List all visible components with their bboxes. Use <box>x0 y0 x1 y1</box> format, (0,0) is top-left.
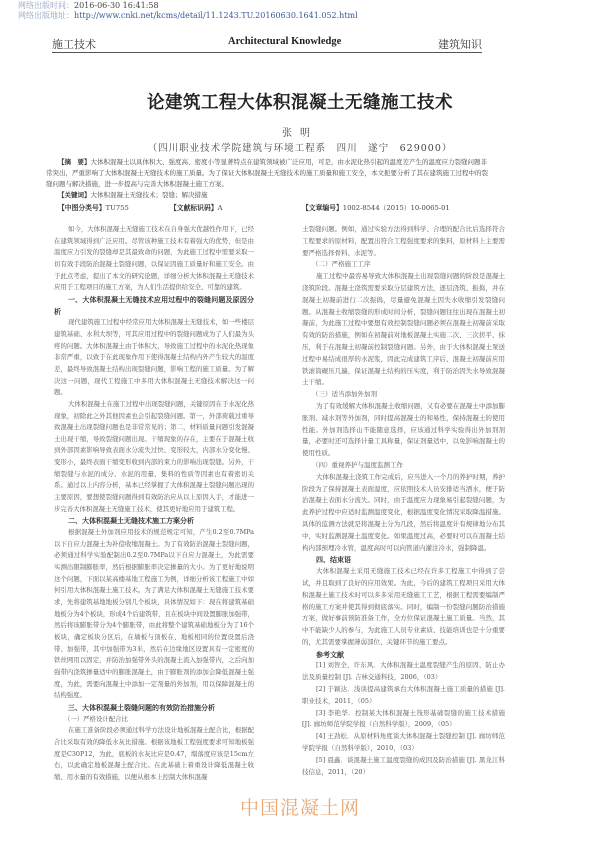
publish-time-label: 网络出版时间： <box>18 1 74 10</box>
paragraph: 大体积混凝土在施工过程中出现裂缝问题，关键原因在于水泥化热现象，初除此之外其他因素也会引起裂缝问题。第一，外部荷载过重导致混凝土出现裂缝问题也是非常常见的；第二，材料质量问题引发混凝土出现干缩，导致裂缝问题出现。干缩现象的存在，主要在于混凝土收到外部因素影响导致表面水分流失过快、变形较大，内部水分变化慢、变形小，最终表面干缩变形收到内部的束力的影响出现裂缝。另外，干缩裂缝与水泥的成分、水泥的用量、集料的性质等因素也有着密切关系。通过以上内容分析，基本已经掌握了大体积混凝土裂缝问题出现的主要原因，要想使裂缝问题得到有效防治应从以上原因入手，才能进一步完善大体积混凝土无缝施工技术，使其更好地应用于建筑工程。 <box>54 399 254 513</box>
section-heading: 二、大体积混凝土无缝技术施工方案分析 <box>68 516 194 526</box>
article-number <box>302 202 450 212</box>
subsection-heading: （四）重视养护与温度监测工作 <box>312 460 403 469</box>
paragraph: 根据混凝土外加剂应用技术的规范规定可知，产生0.2至0.7MPa以下自应力混凝土为补偿收缩混凝土。为了有效防治混凝土裂缝问题，必须通过科学实验配制出0.2至0.7MPa以下自应力混凝土，为此需要实测出限制膨胀率，然后根据膨胀率决定掺量的大小。为了更好地说明这个问题，下面以某高楼基地工程施工为例，详细分析该工程施工中如何引用大体积混凝土施工技术。为了满足大体积混凝土无缝施工技术要求，先将建筑基地地板分别几个板块，具体情况如下：现在将建筑基础地板分为4个板块，形成4个后建筑带，且在板块中间设置膨胀加强带，然后将该膨胀带分为4个膨胀带，由此将整个建筑基础地板分为了16个板块，确定板块分区后，在墙板与顶板在、地板相同的位置设置后浇带、加强带，其中加强带为3米，然后在边缘地区设置具有一定密度的铁丝网用以固定，并防治加强带外头的混凝土流入加强带内，之后向加强带内浇筑掺量适中的膨胀混凝土，由于膨胀剂的添加会降低混凝土强度，为此，需要向混凝土中添加一定剂量的外加剂，用以保障混凝土的结构强度。 <box>54 528 254 700</box>
clc-value: TU755 <box>105 204 129 212</box>
subsection-heading: （一）严格设计配合比 <box>64 714 128 723</box>
reference-item: [5] 晨鑫．谈混凝土施工温度裂缝的成因及防治措施 [J]. 黑龙江科技信息，2011，（20） <box>302 755 505 776</box>
paragraph: 施工过程中最容易导致大体积混凝土出现裂缝问题的阶段是混凝土浇筑阶段。混凝土浇筑需要采取分层建筑方法，逐层浇筑、振捣，并在混凝土初凝前进行二次振捣，尽量避免混凝土因失水收缩引发裂缝问题。从混凝土收缩裂缝的形成时间分析，裂缝问题往往出现在混凝土初凝前，为此施工过程中要想有效控制裂缝问题必须在混凝土初凝前采取有效的防治措施，例如在初凝前对地板混凝土实施二次、三次搓平、抹压，利于在混凝土初凝前控制裂缝问题。另外，由于大体积混凝土泵送过程中易结成很厚的水泥浆，因此完成建筑工序后、混凝土初凝前应用铁滚筒碾压几遍，保证混凝土结构的压实度，利于防治因失水导致混凝土干缩。 <box>302 272 505 387</box>
abstract <box>46 157 488 190</box>
clc-number <box>58 202 129 212</box>
section-heading: 三、大体积混凝土裂缝问题的有效防治措施分析 <box>68 702 215 712</box>
subsection-heading: （二）严格施工工序 <box>312 260 371 269</box>
doc-code-label: 【文献标识码】 <box>170 204 218 212</box>
paragraph: 为了有效缓解大体积混凝土收缩问题，又有必要在混凝土中添加膨胀剂、减水剂等外加剂，同时提高混凝土的和易性，保持混凝土的使用性能。外加剂选择山不能随意选择，应该通过科学实验得出外加剂剂量，必要时还可选择计量工具称量，保证剂量适中，以免影响混凝土的使用性质。 <box>302 401 505 458</box>
paragraph: 大体积混凝土浇筑工作完成后，应当进入一个月的养护时期，养护阶段为了保持混凝土表面湿度，应依照技术人员安排适当洒水，便于防治混凝土表面水分流失。同时，由于温度应力现象易引起裂缝问题，为此养护过程中应适时监测温度变化，根据温度变化情况采取降温措施。具体的监测方法就是将混凝土分为几段，然后将温度计有规律地分布其中，实时监测混凝土温度变化。如果温度过高，必要时可以在混凝土结构内部预埋冷水管，温度高时可以向管道内灌注冷水，强制降温。 <box>302 472 505 552</box>
paragraph: 如今，大体积混凝土无缝施工技术在自身强大优越性作用下，已经在建筑领域得到广泛应用。尽管该种施工技术有着强大的优势，但是由温度应力引发的裂缝却是其最致命的问题，为此施工过程中需要采取一切有效手段防治混凝土裂缝问题，以保证因施工质量好和施工安全。由于此点考虑，提出了本文的研究论题，详细分析大体积混凝土无缝技术应用于工程项目的施工方案，为人们生活提供给安全、可靠的建筑。 <box>54 225 254 292</box>
article-no-value: 1002-8544（2015）10-0065-01 <box>342 204 450 212</box>
author-affiliation: （四川职业技术学院建筑与环境工程系 四川 遂宁 629000） <box>147 143 453 154</box>
reference-item: [3] 李艳华．控制某大体积混凝土筏形基础裂缝的施工技术措施 [J]. 廊坊师范学院学报（自然科学版），2009，（05） <box>302 708 505 729</box>
doc-code-value: A <box>217 204 223 212</box>
body-column-left <box>54 224 254 784</box>
abstract-label: 【摘 要】 <box>58 158 91 166</box>
paragraph: 在施工准备阶段必须通过科学方法设计地板混凝土配合比，根据配合比采取有效的降低水灰比措施。根据该地板工程强度要求可知地板强度是C30P12，为此，底板的水灰比应是0.47，塌落度应该是15cm左右，以此确定地板混凝土配合比。在此基础上着重设计降低混凝土收缩、用水量的有效措施，以便从根本上控制大体积混凝 <box>54 726 254 781</box>
publish-url-link[interactable]: http://www.cnki.net/kcms/detail/11.1243.TU.20160630.1641.052.html <box>74 11 358 20</box>
subsection-heading: （三）适当添加外加剂 <box>312 390 377 399</box>
journal-header <box>52 36 482 53</box>
reference-item: [2] 于颖达．浅谈提高建筑承台大体积混凝土施工质量的措施 [J]. 职业技术，2011，（05） <box>302 685 505 705</box>
article-no-label: 【文章编号】 <box>302 204 343 212</box>
body-column-right <box>302 224 505 778</box>
publish-url-label: 网络出版地址： <box>18 11 74 20</box>
journal-name-cn: 建筑知识 <box>438 38 482 51</box>
publish-time-line <box>18 1 159 11</box>
article-author: 张明 <box>282 128 318 139</box>
clc-label: 【中图分类号】 <box>58 204 106 212</box>
section-heading: 参考文献 <box>316 649 344 659</box>
article-title: 论建筑工程大体积混凝土无缝施工技术 <box>147 93 453 113</box>
section-heading: 一、大体积混凝土无缝技术应用过程中的裂缝问题及原因分析 <box>54 294 254 316</box>
keywords-text: 大体积混凝土无缝技术；裂缝；解决措施 <box>90 191 208 199</box>
reference-item: [4] 王劲松．从原材料角度谈大体积混凝土裂缝控制 [J]. 廊坊师范学院学报（自然科学版），2010，（03） <box>302 732 505 753</box>
keywords <box>58 190 208 199</box>
abstract-text: 大体积混凝土以具体积大、强度高、密度小等显著特点在建筑领域被广泛应用，可是，由水泥化热引起的温度差产生的温度应力裂缝问题非常突出，严重影响了大体积混凝土无缝技术的施工质量。为了保证大体积混凝土无缝技术的施工质量和施工安全，本文扼要分析了其在建筑施工过程中的裂缝问题与解决措施，进一步提高与完善大体积混凝土施工方案。 <box>46 158 488 188</box>
keywords-label: 【关键词】 <box>58 191 91 199</box>
publish-time: 2016-06-30 16:41:58 <box>74 1 159 10</box>
section-name: 施工技术 <box>52 38 96 51</box>
document-code <box>170 202 223 212</box>
watermark-logo: 中国混凝土网 <box>239 797 360 819</box>
section-heading: 四、结束语 <box>316 555 351 565</box>
journal-name-en: Architectural Knowledge <box>228 36 342 47</box>
reference-item: [1] 刘智全，许东风．大体积混凝土温度裂缝产生的原因、防止办法及质量控制 [J]. 吉林交通科技，2006，（03） <box>302 661 505 682</box>
paragraph: 土裂缝问题。例如，通过实验方法得到科学、合理的配合比后选择符合工程要求的原材料，配置出符合工程强度要求的集料，原材料上主要需要严格选择骨料、水泥等。 <box>302 225 505 257</box>
publish-url-line <box>18 11 358 21</box>
paragraph: 现代建筑施工过程中经常应用大体积混凝土无缝技术，如一些楼层建筑基础、水利大坝等，可其应用过程中的裂缝问题成为了人们最为头疼的问题。大体积混凝土由于体积大，导致施工过程中的水泥化热现象非常严重，以致于在此现象作用下使得混凝土结构内外产生较大的温度差，最终导致混凝土结构出现裂缝问题，影响工程的施工质量。为了解决这一问题，现代工程施工中多用大体积混凝土无缝技术解决这一问题。 <box>54 318 254 397</box>
paragraph: 大体积混凝土采用无缝施工技术已经在许多工程施工中得到了尝试，并且取到了良好的应用效果。为此，今后的建筑工程项目采用大体积混凝土施工技术时可以多多采用无缝施工工艺，根据工程需要编制严格的施工方案并使其得到彻底落实。同时，编制一份裂缝问题防治措施方案，做好事前预防准备工作，全方位保证混凝土施工质量。当然，其中不能缺少人的参与，为此施工人员专业素质、技能培训也是十分重要的，尤其需要掌握薄弱部位、关键环节的施工要点。 <box>302 567 505 646</box>
